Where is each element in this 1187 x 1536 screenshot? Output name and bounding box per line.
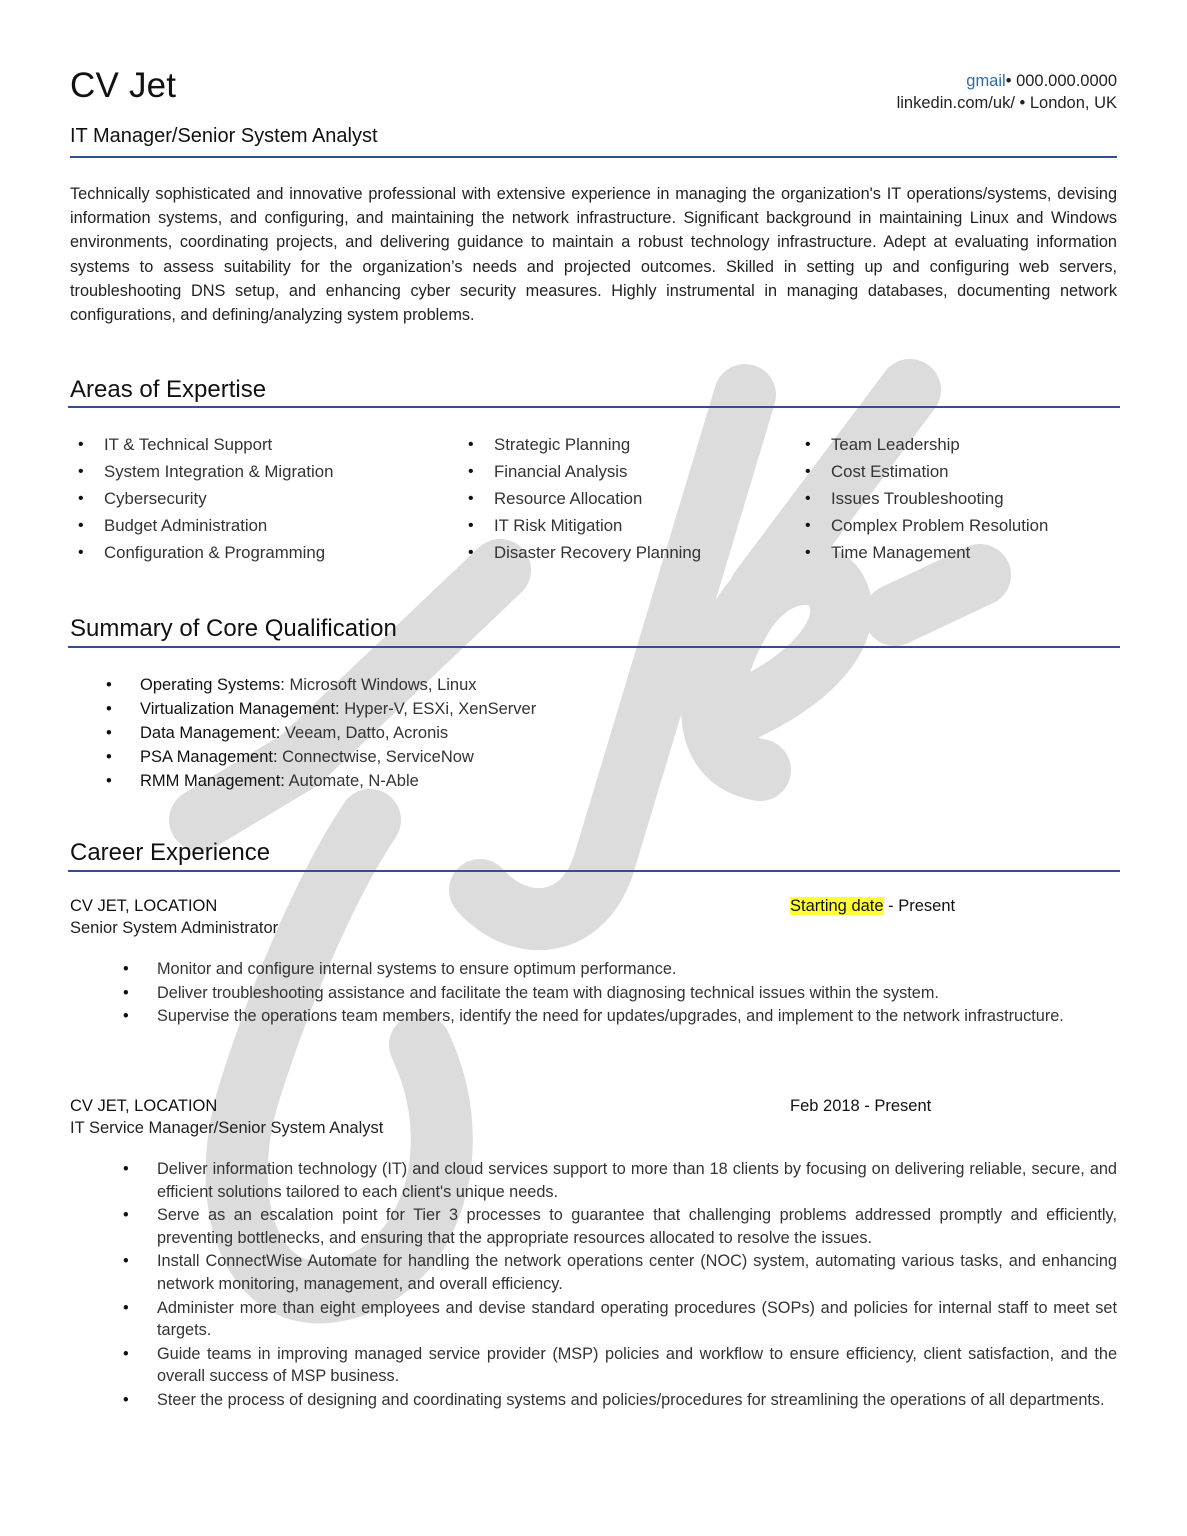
expertise-item: • Time Management [797, 539, 1048, 566]
responsibility-item: • Steer the process of designing and coordinating systems and policies/procedures for streamlining the operations of all departments. [120, 1389, 1117, 1412]
expertise-item: • Cost Estimation [797, 458, 1048, 485]
job-dates: Feb 2018 - Present [790, 1097, 932, 1115]
qualification-divider [68, 646, 1120, 648]
expertise-item: • System Integration & Migration [70, 458, 333, 485]
job-company: CV JET, LOCATION [70, 897, 218, 915]
qualification-value: Microsoft Windows, Linux [284, 676, 477, 694]
expertise-item: • Issues Troubleshooting [797, 485, 1048, 512]
qualification-list [106, 673, 536, 793]
responsibility-item: • Deliver troubleshooting assistance and facilitate the team with diagnosing technical issues within the system. [120, 982, 1117, 1005]
expertise-item: • IT & Technical Support [70, 431, 333, 458]
qualification-value: Hyper-V, ESXi, XenServer [339, 700, 537, 718]
expertise-divider [68, 406, 1120, 408]
qualification-item [106, 721, 536, 745]
contact-block [897, 70, 1117, 114]
candidate-name: CV Jet [70, 66, 177, 105]
section-heading-expertise: Areas of Expertise [70, 376, 267, 403]
job-company: CV JET, LOCATION [70, 1097, 218, 1115]
date-end: - Present [883, 897, 956, 915]
qualification-value: Connectwise, ServiceNow [277, 748, 474, 766]
qualification-value: Automate, N-Able [284, 772, 419, 790]
email-link[interactable]: gmail [966, 72, 1006, 90]
job-dates [790, 897, 955, 916]
qualification-item [106, 745, 536, 769]
qualification-label: Operating Systems: [140, 676, 285, 694]
expertise-item: • Disaster Recovery Planning [460, 539, 701, 566]
expertise-column-1 [70, 431, 333, 566]
expertise-item: • Configuration & Programming [70, 539, 333, 566]
qualification-value: Veeam, Datto, Acronis [280, 724, 449, 742]
job-responsibilities [120, 958, 1117, 1029]
contact-line-1 [897, 70, 1117, 92]
qualification-label: RMM Management: [140, 772, 285, 790]
expertise-item: • IT Risk Mitigation [460, 512, 701, 539]
highlighted-date: Starting date [790, 897, 884, 915]
expertise-item: • Resource Allocation [460, 485, 701, 512]
career-divider [68, 870, 1120, 872]
phone-number: • 000.000.0000 [1005, 72, 1117, 90]
expertise-item: • Complex Problem Resolution [797, 512, 1048, 539]
professional-summary: Technically sophisticated and innovative professional with extensive experience in managing the organization's IT operations/systems, devising information systems, and configuring, and maintaining the network infrastructure. Significant background in maintaining Linux and Windows environments, coordinating projects, and delivering guidance to maintain a robust technology infrastructure. Adept at evaluating information systems to assess suitability for the organization’s needs and projected outcomes. Skilled in setting up and configuring web servers, troubleshooting DNS setup, and enhancing cyber security measures. Highly instrumental in managing databases, documenting network configurations, and defining/analyzing system problems. [70, 185, 1117, 325]
expertise-item: • Team Leadership [797, 431, 1048, 458]
qualification-label: Data Management: [140, 724, 281, 742]
expertise-column-2 [460, 431, 701, 566]
responsibility-item: • Deliver information technology (IT) and cloud services support to more than 18 clients by focusing on delivering reliable, secure, and efficient solutions tailored to each client's unique needs. [120, 1158, 1117, 1203]
responsibility-item: • Guide teams in improving managed service provider (MSP) policies and workflow to ensure efficiency, client satisfaction, and the overall success of MSP business. [120, 1343, 1117, 1388]
responsibility-item: • Administer more than eight employees and devise standard operating procedures (SOPs) and policies for internal staff to meet set targets. [120, 1297, 1117, 1342]
responsibility-item: • Serve as an escalation point for Tier 3 processes to guarantee that challenging problems addressed promptly and efficiently, preventing bottlenecks, and ensuring that the appropriate resources allocated to resolve the issues. [120, 1204, 1117, 1249]
section-heading-career: Career Experience [70, 839, 271, 866]
qualification-item [106, 697, 536, 721]
qualification-item [106, 673, 536, 697]
section-heading-qualification: Summary of Core Qualification [70, 615, 397, 642]
responsibility-item: • Monitor and configure internal systems to ensure optimum performance. [120, 958, 1117, 981]
header-divider [70, 156, 1117, 158]
job-role: Senior System Administrator [70, 919, 279, 937]
expertise-item: • Budget Administration [70, 512, 333, 539]
expertise-column-3 [797, 431, 1048, 566]
qualification-item [106, 769, 536, 793]
job-role: IT Service Manager/Senior System Analyst [70, 1119, 384, 1137]
qualification-label: Virtualization Management: [140, 700, 340, 718]
contact-line-2[interactable]: linkedin.com/uk/ • London, UK [896, 94, 1117, 112]
qualification-label: PSA Management: [140, 748, 278, 766]
job-responsibilities [120, 1158, 1117, 1413]
responsibility-item: • Supervise the operations team members, identify the need for updates/upgrades, and implement to the network infrastructure. [120, 1005, 1117, 1028]
job-title: IT Manager/Senior System Analyst [70, 125, 378, 147]
responsibility-item: • Install ConnectWise Automate for handling the network operations center (NOC) system, automating various tasks, and enhancing network monitoring, management, and overall efficiency. [120, 1250, 1117, 1295]
expertise-item: • Financial Analysis [460, 458, 701, 485]
expertise-item: • Strategic Planning [460, 431, 701, 458]
expertise-item: • Cybersecurity [70, 485, 333, 512]
